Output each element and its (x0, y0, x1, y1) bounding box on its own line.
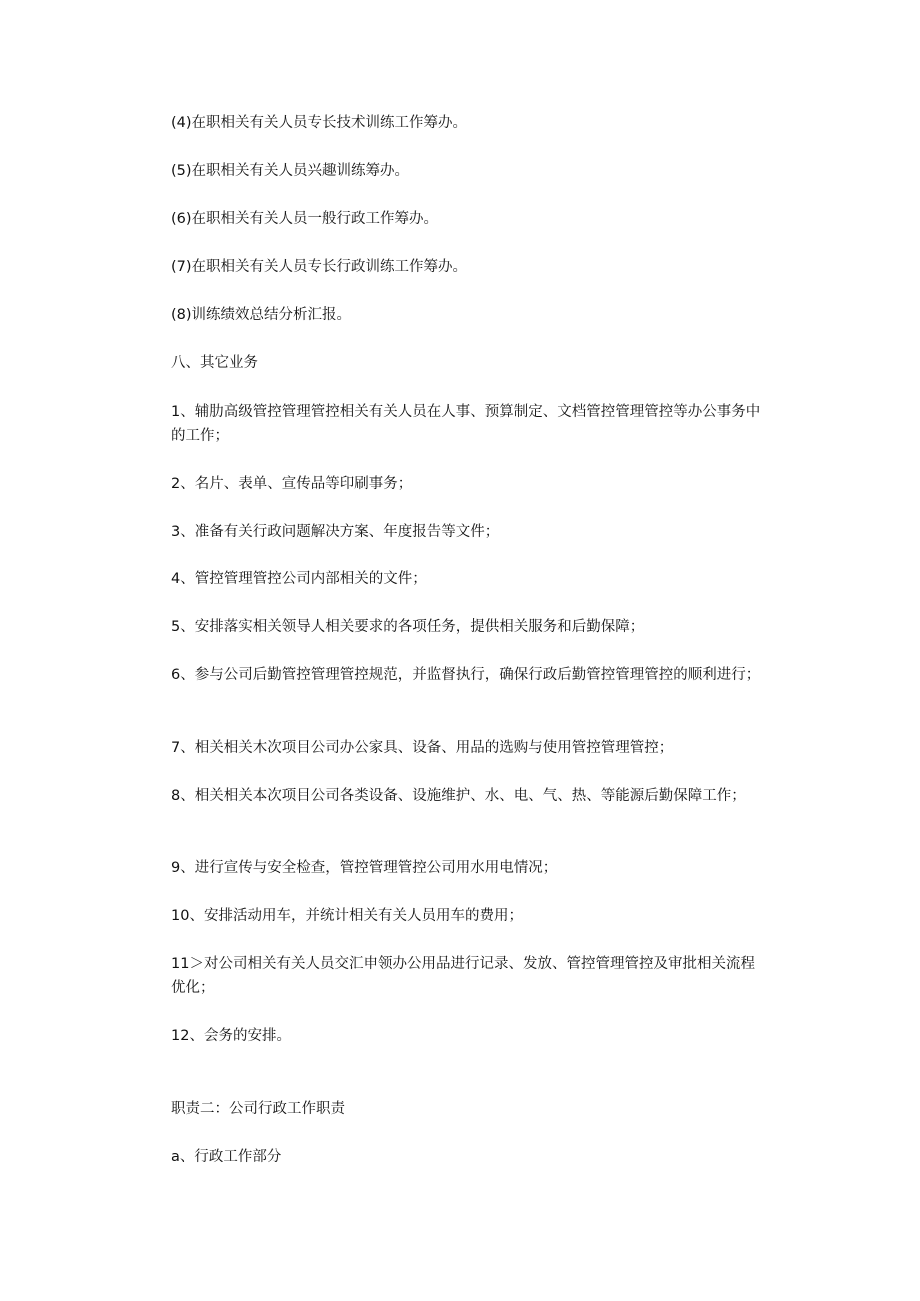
paragraph-item-6: (6)在职相关有关人员一般行政工作筹办。 (171, 211, 439, 227)
list-item-3: 3、准备有关行政问题解决方案、年度报告等文件； (171, 524, 500, 540)
list-item-7: 7、相关相关木次项目公司办公家具、设备、用品的选购与使用管控管理管控； (171, 740, 674, 756)
paragraph-item-5: (5)在职相关有关人员兴趣训练筹办。 (171, 163, 410, 179)
list-item-5: 5、安排落实相关领导人相关要求的各项任务，提供相关服务和后勤保障； (171, 619, 645, 635)
list-item-8: 8、相关相关本次项目公司各类设备、设施维护、水、电、气、热、等能源后勤保障工作； (171, 788, 746, 804)
paragraph-item-8: (8)训练绩效总结分析汇报。 (171, 307, 352, 323)
list-item-4: 4、管控管理管控公司内部相关的文件； (171, 571, 427, 587)
list-item-11: 11＞对公司相关有关人员交汇申领办公用品进行记录、发放、管控管理管控及审批相关流程优化； (171, 956, 755, 996)
list-item-1: 1、辅肋高级管控管理管控相关有关人员在人事、预算制定、文档管控管理管控等办公事务中的工作； (171, 404, 761, 444)
subsection-heading-a: a、行政工作部分 (171, 1149, 282, 1165)
section-heading-other-business: 八、其它业务 (171, 355, 258, 371)
list-item-6: 6、参与公司后勤管控管理管控规范，并监督执行，确保行政后勤管控管理管控的顺利进行； (171, 667, 761, 683)
list-item-9: 9、进行宣传与安全检查，管控管理管控公司用水用电情况； (171, 860, 558, 876)
list-item-10: 10、安排活动用车，并统计相关有关人员用车的费用； (171, 908, 523, 924)
paragraph-item-7: (7)在职相关有关人员专长行政训练工作筹办。 (171, 259, 468, 275)
section-heading-duty-two: 职责二：公司行政工作职责 (171, 1101, 345, 1117)
list-item-2: 2、名片、表单、宣传品等印刷事务； (171, 476, 413, 492)
paragraph-item-4: (4)在职相关有关人员专长技术训练工作筹办。 (171, 115, 468, 131)
list-item-12: 12、会务的安排。 (171, 1028, 291, 1044)
